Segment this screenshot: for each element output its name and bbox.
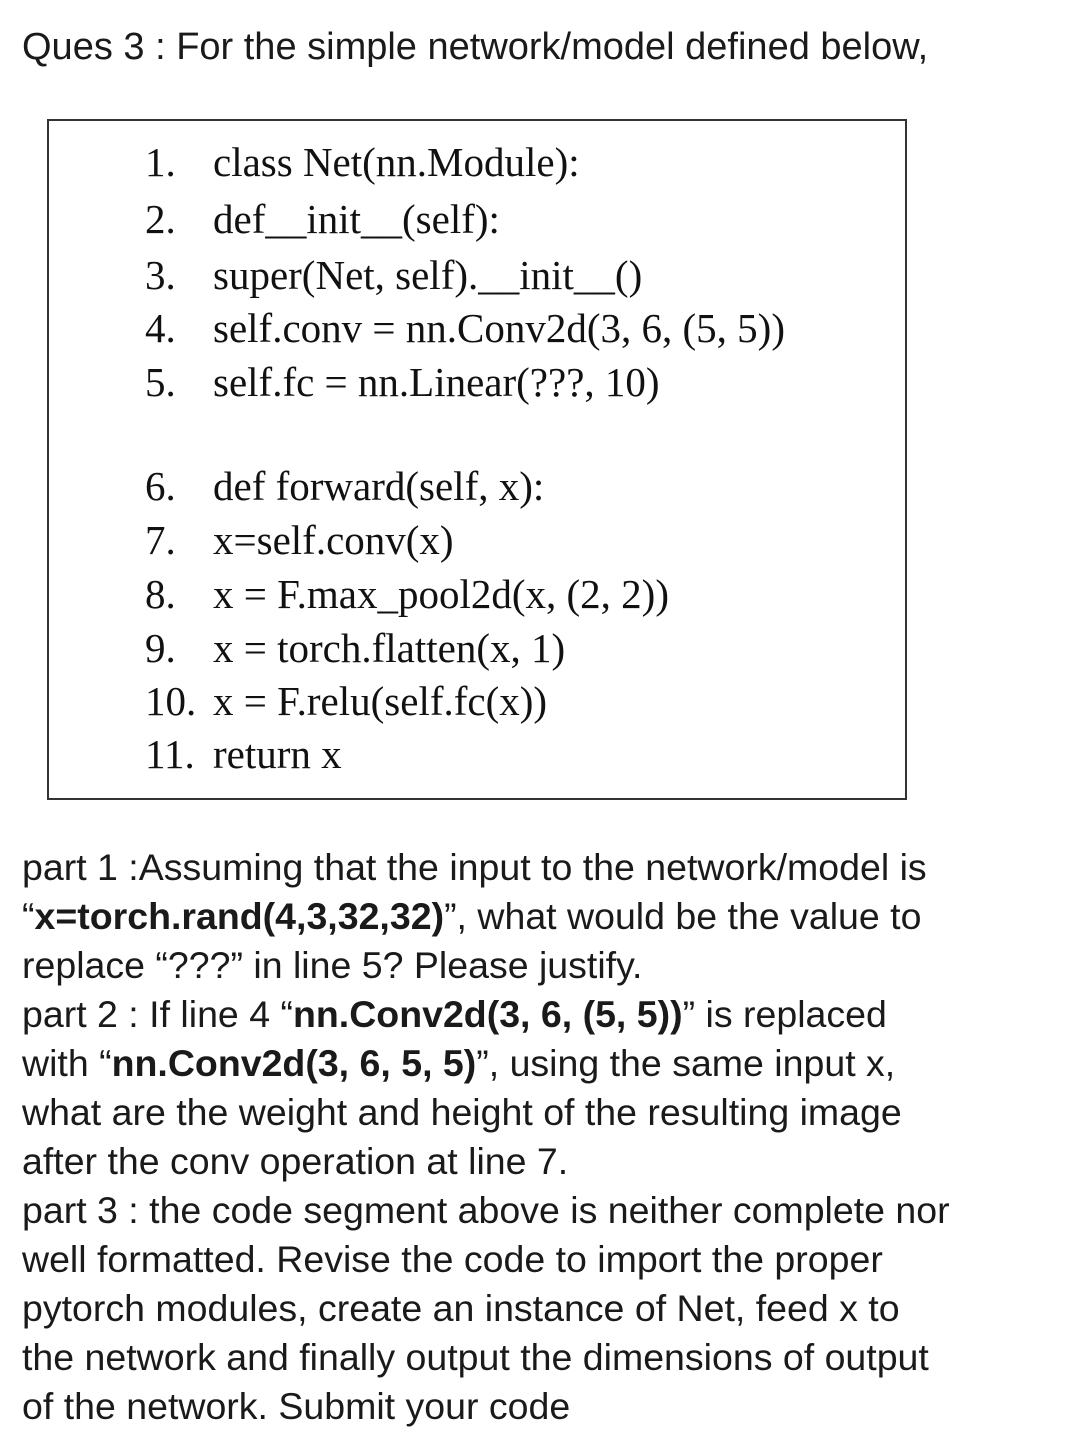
line-number: 6. <box>145 463 176 509</box>
code-line-8 <box>145 569 669 619</box>
code-text: self.fc = nn.Linear(???, 10) <box>213 359 660 405</box>
code-text: x = F.relu(self.fc(x)) <box>213 678 548 724</box>
code-line-4 <box>145 303 785 353</box>
line-number: 8. <box>145 571 176 617</box>
code-line-7 <box>145 515 454 565</box>
code-line-5 <box>145 357 660 407</box>
part-1-continuation: ”, what would be the value to <box>444 895 922 937</box>
part-2-with: with “ <box>22 1042 112 1084</box>
line-number: 7. <box>145 517 176 563</box>
part-3-line-1: part 3 : the code segment above is neither complete nor <box>22 1189 950 1231</box>
line-number: 1. <box>145 139 176 185</box>
part-2-mid: ” is replaced <box>682 993 887 1035</box>
part-2-line-4: after the conv operation at line 7. <box>22 1140 569 1182</box>
part-3-line-2: well formatted. Revise the code to import the proper <box>22 1238 883 1280</box>
question-title: Ques 3 : For the simple network/model defined below, <box>22 26 929 68</box>
code-text: x=self.conv(x) <box>213 517 454 563</box>
code-line-1 <box>145 137 580 187</box>
question-parts <box>22 843 1072 1431</box>
part-1-line-2 <box>22 892 1072 941</box>
code-text: class Net(nn.Module): <box>213 139 580 185</box>
part-2-line-1 <box>22 990 1072 1039</box>
part-1-line-1: part 1 :Assuming that the input to the network/model is <box>22 846 927 888</box>
code-text: x = torch.flatten(x, 1) <box>213 625 566 671</box>
code-text: return x <box>213 731 342 777</box>
code-text: x = F.max_pool2d(x, (2, 2)) <box>213 571 669 617</box>
part-1-line-3: replace “???” in line 5? Please justify. <box>22 944 643 986</box>
part-2-after: ”, using the same input x, <box>476 1042 896 1084</box>
code-text: super(Net, self).__init__() <box>213 252 643 298</box>
line-number: 5. <box>145 359 176 405</box>
code-line-2 <box>145 194 500 244</box>
code-text: def__init__(self): <box>213 196 500 242</box>
part-3-line-3: pytorch modules, create an instance of Net, feed x to <box>22 1287 900 1329</box>
part-2-line-3: what are the weight and height of the resulting image <box>22 1091 902 1133</box>
code-listing-box <box>47 119 907 800</box>
line-number: 11. <box>145 731 195 777</box>
line-number: 9. <box>145 625 176 671</box>
part-2-prefix: part 2 : If line 4 “ <box>22 993 293 1035</box>
line-number: 3. <box>145 252 176 298</box>
conv-code-replacement: nn.Conv2d(3, 6, 5, 5) <box>111 1042 477 1084</box>
part-3-line-5: of the network. Submit your code <box>22 1385 571 1427</box>
line-number: 4. <box>145 305 176 351</box>
code-text: self.conv = nn.Conv2d(3, 6, (5, 5)) <box>213 305 785 351</box>
code-text: def forward(self, x): <box>213 463 545 509</box>
conv-code-original: nn.Conv2d(3, 6, (5, 5)) <box>292 993 683 1035</box>
code-line-10 <box>145 676 547 726</box>
code-line-3 <box>145 250 642 300</box>
part-3-line-4: the network and finally output the dimensions of output <box>22 1336 929 1378</box>
code-line-6 <box>145 461 544 511</box>
input-code: x=torch.rand(4,3,32,32) <box>34 895 445 937</box>
line-number: 2. <box>145 196 176 242</box>
open-quote: “ <box>22 895 35 937</box>
code-line-11 <box>145 729 342 779</box>
line-number: 10. <box>145 678 197 724</box>
code-line-9 <box>145 623 565 673</box>
part-2-line-2 <box>22 1039 1072 1088</box>
